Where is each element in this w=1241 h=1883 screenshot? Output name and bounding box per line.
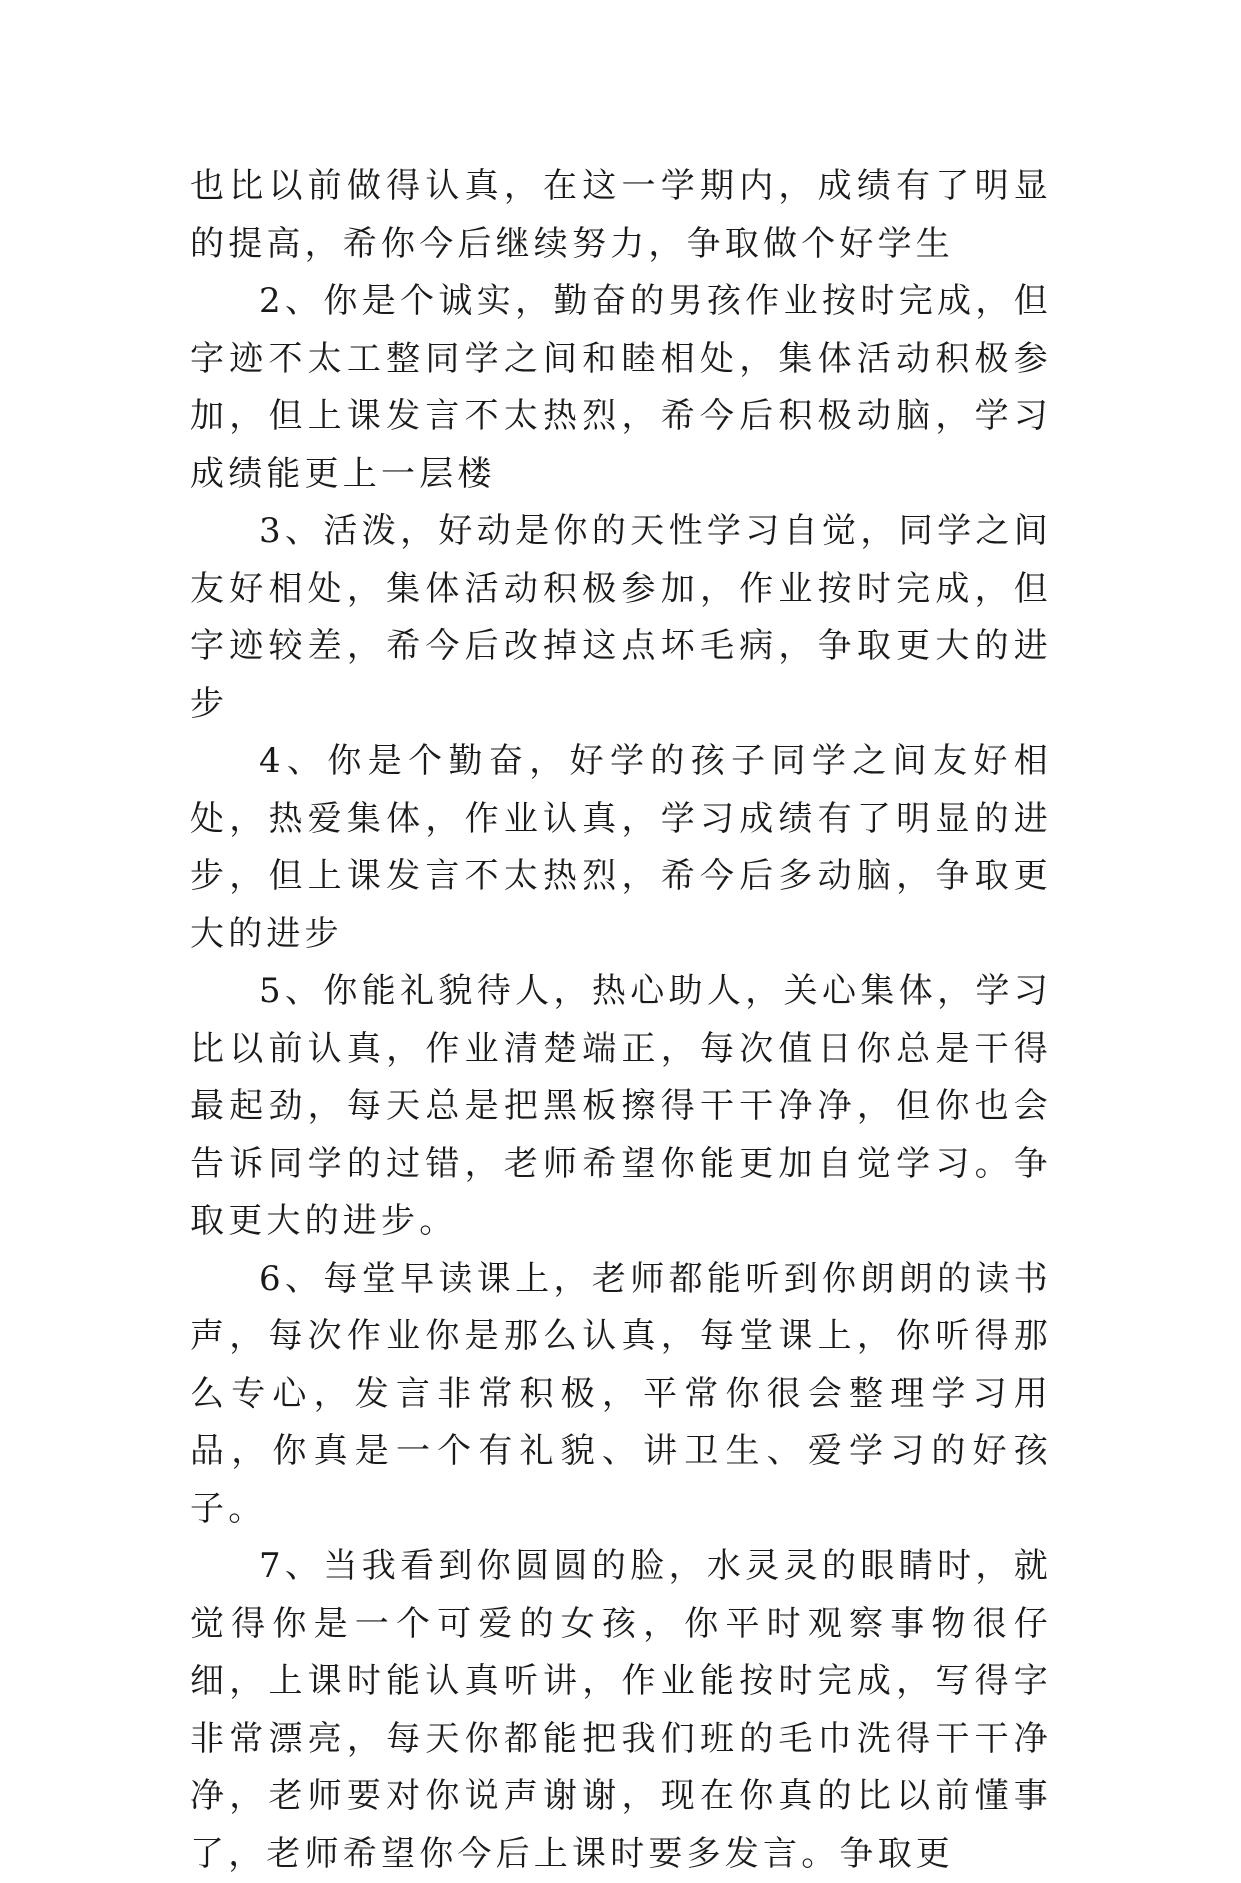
paragraph-comment-2: 2、你是个诚实，勤奋的男孩作业按时完成，但字迹不太工整同学之间和睦相处，集体活动积极参加，但上课发言不太热烈，希今后积极动脑，学习成绩能更上一层楼 [190,281,1052,494]
paragraph-comment-7: 7、当我看到你圆圆的脸，水灵灵的眼睛时，就觉得你是一个可爱的女孩，你平时观察事物很仔细，上课时能认真听讲，作业能按时完成，写得字非常漂亮，每天你都能把我们班的毛巾洗得干干净净，老师要对你说声谢谢，现在你真的比以前懂事了，老师希望你今后上课时要多发言。争取更 [190,1546,1052,1874]
paragraph-continuation: 也比以前做得认真，在这一学期内，成绩有了明显的提高，希你今后继续努力，争取做个好学生 [190,166,1052,264]
paragraph-comment-5: 5、你能礼貌待人，热心助人，关心集体，学习比以前认真，作业清楚端正，每次值日你总是干得最起劲，每天总是把黑板擦得干干净净，但你也会告诉同学的过错，老师希望你能更加自觉学习。争取更大的进步。 [190,971,1052,1241]
document-page [190,158,1052,1883]
paragraph-comment-6: 6、每堂早读课上，老师都能听到你朗朗的读书声，每次作业你是那么认真，每堂课上，你听得那么专心，发言非常积极，平常你很会整理学习用品，你真是一个有礼貌、讲卫生、爱学习的好孩子。 [190,1258,1052,1529]
paragraph-comment-4: 4、你是个勤奋，好学的孩子同学之间友好相处，热爱集体，作业认真，学习成绩有了明显的进步，但上课发言不太热烈，希今后多动脑，争取更大的进步 [190,741,1052,954]
paragraph-comment-3: 3、活泼，好动是你的天性学习自觉，同学之间友好相处，集体活动积极参加，作业按时完成，但字迹较差，希今后改掉这点坏毛病，争取更大的进步 [190,511,1052,724]
